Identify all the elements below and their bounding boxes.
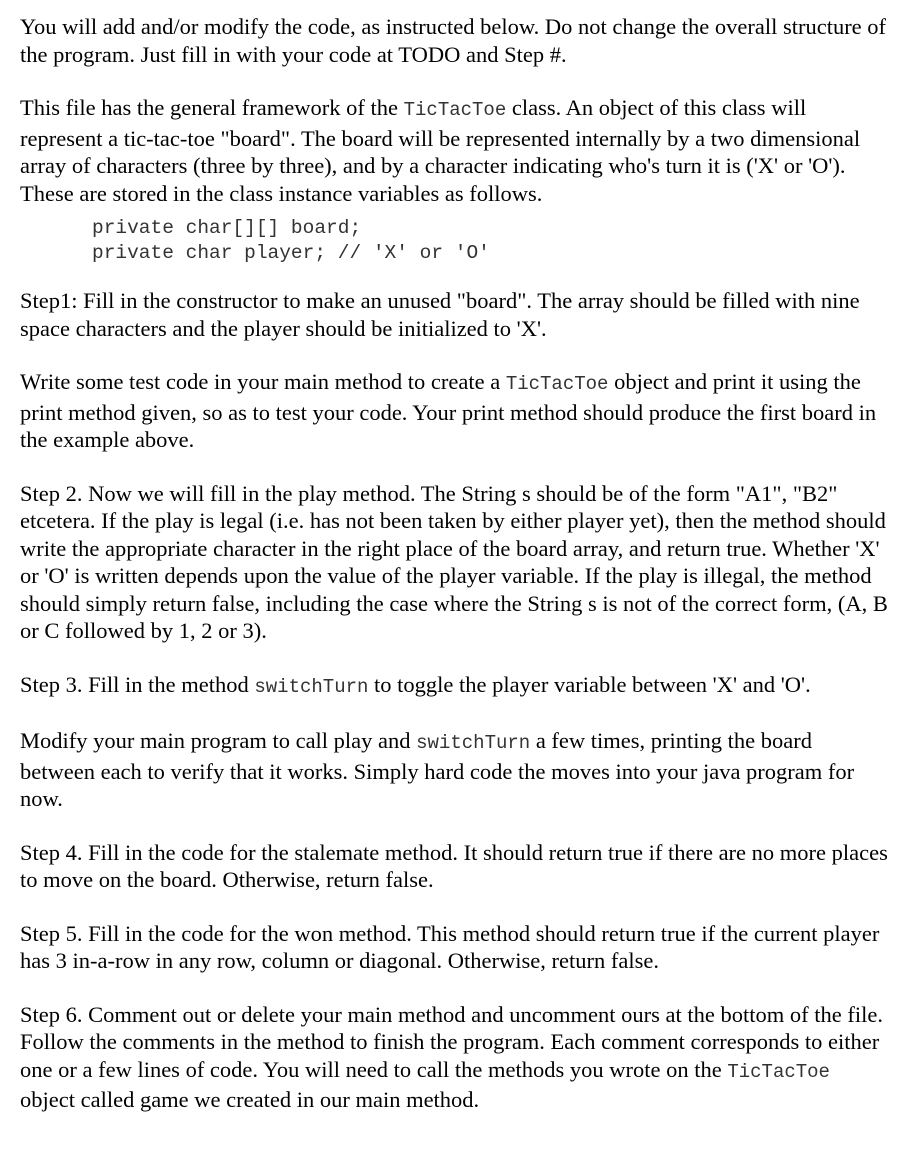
- step3-text-pre: Step 3. Fill in the method: [20, 671, 255, 697]
- class-name-code: TicTacToe: [403, 99, 507, 121]
- class-name-code: TicTacToe: [727, 1060, 830, 1083]
- description-text-post: class. An object of this class will represent a tic-tac-toe "board". The board will be represented internally by a two dimensional array of characters (three by three), and by a character indicating who's turn it is ('X' or 'O'). These are stored in the class instance variables as follows.: [20, 95, 861, 206]
- modify-main-paragraph: [20, 727, 890, 813]
- step2-paragraph: [20, 480, 890, 645]
- class-name-code: TicTacToe: [505, 373, 609, 395]
- instance-variables-code-block: [92, 216, 890, 266]
- step5-text: Step 5. Fill in the code for the won method. This method should return true if the current player has 3 in-a-row in any row, column or diagonal. Otherwise, return false.: [20, 920, 880, 973]
- code-line-player: private char player; // 'X' or 'O': [92, 242, 490, 264]
- step6-text-post: object called game we created in our main method.: [20, 1087, 480, 1112]
- intro-text: You will add and/or modify the code, as instructed below. Do not change the overall structure of the program. Just fill in with your code at TODO and Step #.: [20, 14, 887, 67]
- step2-text: Step 2. Now we will fill in the play method. The String s should be of the form "A1", "B2" etcetera. If the play is legal (i.e. has not been taken by either player yet), then the method should write the appropriate character in the right place of the board array, and return true. Whether 'X' or 'O' is written depends upon the value of the player variable. If the play is illegal, the method should simply return false, including the case where the String s is not of the correct form, (A, B or C followed by 1, 2 or 3).: [20, 480, 888, 643]
- step3-paragraph: [20, 671, 890, 702]
- step6-text-pre: Step 6. Comment out or delete your main method and uncomment ours at the bottom of the file. Follow the comments in the method to finish the program. Each comment corresponds to either one or a few lines of code. You will need to call the methods you wrote on the: [20, 1001, 883, 1082]
- modify-text-pre: Modify your main program to call play and: [20, 728, 417, 753]
- test-code-text-post: object and print it using the print method given, so as to test your code. Your print method should produce the first board in the example above.: [20, 369, 877, 452]
- modify-text-post: a few times, printing the board between each to verify that it works. Simply hard code the moves into your java program for now.: [20, 728, 855, 811]
- description-text-pre: This file has the general framework of the: [20, 95, 404, 120]
- code-line-board: private char[][] board;: [92, 217, 362, 239]
- document-body: [20, 13, 890, 1140]
- method-name-code: switchTurn: [254, 675, 369, 698]
- test-code-paragraph: [20, 368, 890, 454]
- test-code-text-pre: Write some test code in your main method to create a: [20, 369, 506, 394]
- step4-paragraph: [20, 839, 890, 894]
- intro-paragraph: [20, 13, 890, 68]
- step6-paragraph: [20, 1001, 890, 1114]
- class-description-paragraph: [20, 94, 890, 207]
- step1-text: Step1: Fill in the constructor to make an unused "board". The array should be filled with nine space characters and the player should be initialized to 'X'.: [20, 288, 860, 341]
- step1-paragraph: [20, 287, 890, 342]
- step3-text-post: to toggle the player variable between 'X' and 'O'.: [368, 671, 811, 697]
- method-name-code: switchTurn: [416, 732, 531, 754]
- step4-text: Step 4. Fill in the code for the stalemate method. It should return true if there are no more places to move on the board. Otherwise, return false.: [20, 839, 888, 892]
- step5-paragraph: [20, 920, 890, 975]
